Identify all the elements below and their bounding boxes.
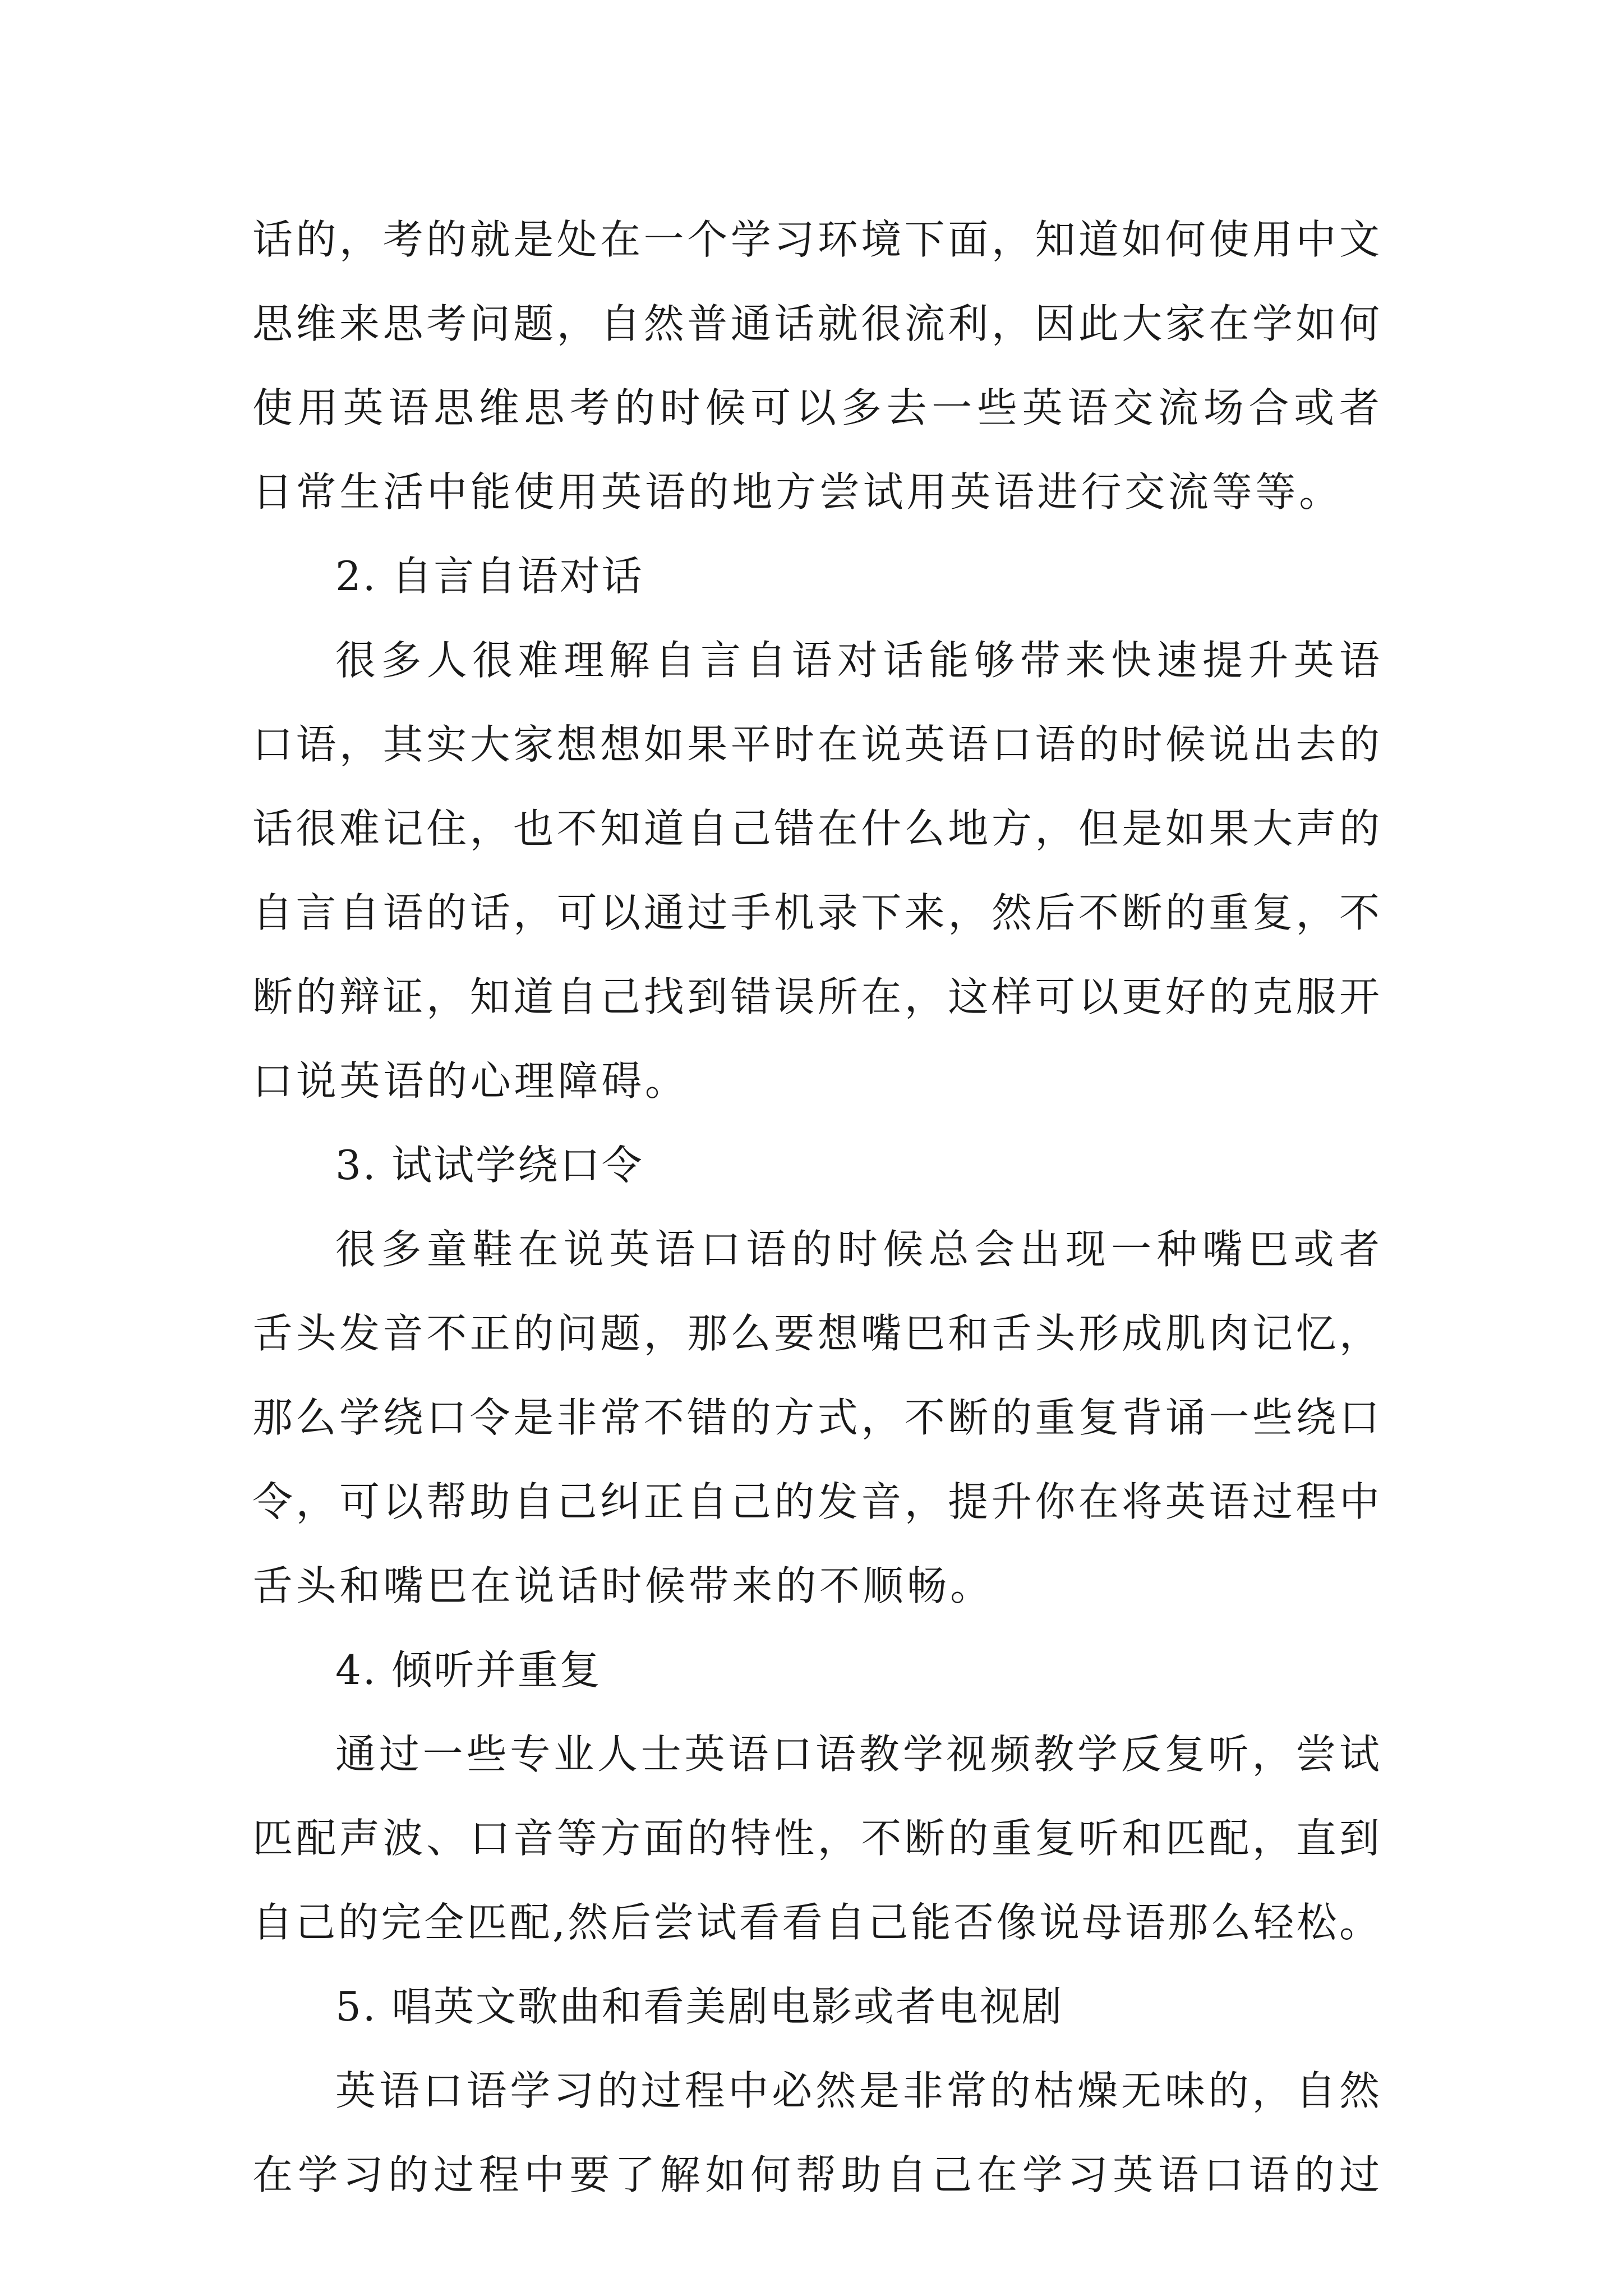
section-heading: 4. 倾听并重复 — [335, 1646, 602, 1694]
paragraph-line: 使用英语思维思考的时候可以多去一些英语交流场合或者 — [252, 384, 1380, 431]
paragraph-line: 断的辩证，知道自己找到错误所在，这样可以更好的克服开 — [252, 973, 1380, 1020]
paragraph-line: 英语口语学习的过程中必然是非常的枯燥无味的，自然 — [335, 2067, 1380, 2114]
paragraph-line: 舌头发音不正的问题，那么要想嘴巴和舌头形成肌肉记忆， — [252, 1310, 1380, 1357]
paragraph-line: 话很难记住，也不知道自己错在什么地方，但是如果大声的 — [252, 805, 1380, 852]
paragraph-line: 自己的完全匹配,然后尝试看看自己能否像说母语那么轻松。 — [252, 1899, 1380, 1946]
paragraph-line: 匹配声波、口音等方面的特性，不断的重复听和匹配，直到 — [252, 1815, 1380, 1862]
paragraph-line: 自言自语的话，可以通过手机录下来，然后不断的重复，不 — [252, 889, 1380, 936]
paragraph-line: 很多童鞋在说英语口语的时候总会出现一种嘴巴或者 — [335, 1226, 1380, 1273]
paragraph-line: 那么学绕口令是非常不错的方式，不断的重复背诵一些绕口 — [252, 1394, 1380, 1441]
section-heading: 2. 自言自语对话 — [335, 553, 644, 600]
paragraph-line: 思维来思考问题，自然普通话就很流利，因此大家在学如何 — [252, 300, 1380, 347]
paragraph-line: 口说英语的心理障碍。 — [252, 1057, 689, 1105]
paragraph-line: 舌头和嘴巴在说话时候带来的不顺畅。 — [252, 1562, 994, 1609]
section-heading: 5. 唱英文歌曲和看美剧电影或者电视剧 — [335, 1983, 1064, 2030]
paragraph-line: 话的，考的就是处在一个学习环境下面，知道如何使用中文 — [252, 216, 1380, 263]
paragraph-line: 通过一些专业人士英语口语教学视频教学反复听，尝试 — [335, 1731, 1380, 1778]
paragraph-line: 日常生活中能使用英语的地方尝试用英语进行交流等等。 — [252, 468, 1343, 516]
section-heading: 3. 试试学绕口令 — [335, 1142, 644, 1189]
paragraph-line: 在学习的过程中要了解如何帮助自己在学习英语口语的过 — [252, 2151, 1380, 2198]
body-text — [252, 197, 1380, 2217]
paragraph-line: 令，可以帮助自己纠正自己的发音，提升你在将英语过程中 — [252, 1478, 1380, 1525]
paragraph-line: 很多人很难理解自言自语对话能够带来快速提升英语 — [335, 637, 1380, 684]
paragraph-line: 口语，其实大家想想如果平时在说英语口语的时候说出去的 — [252, 721, 1380, 768]
